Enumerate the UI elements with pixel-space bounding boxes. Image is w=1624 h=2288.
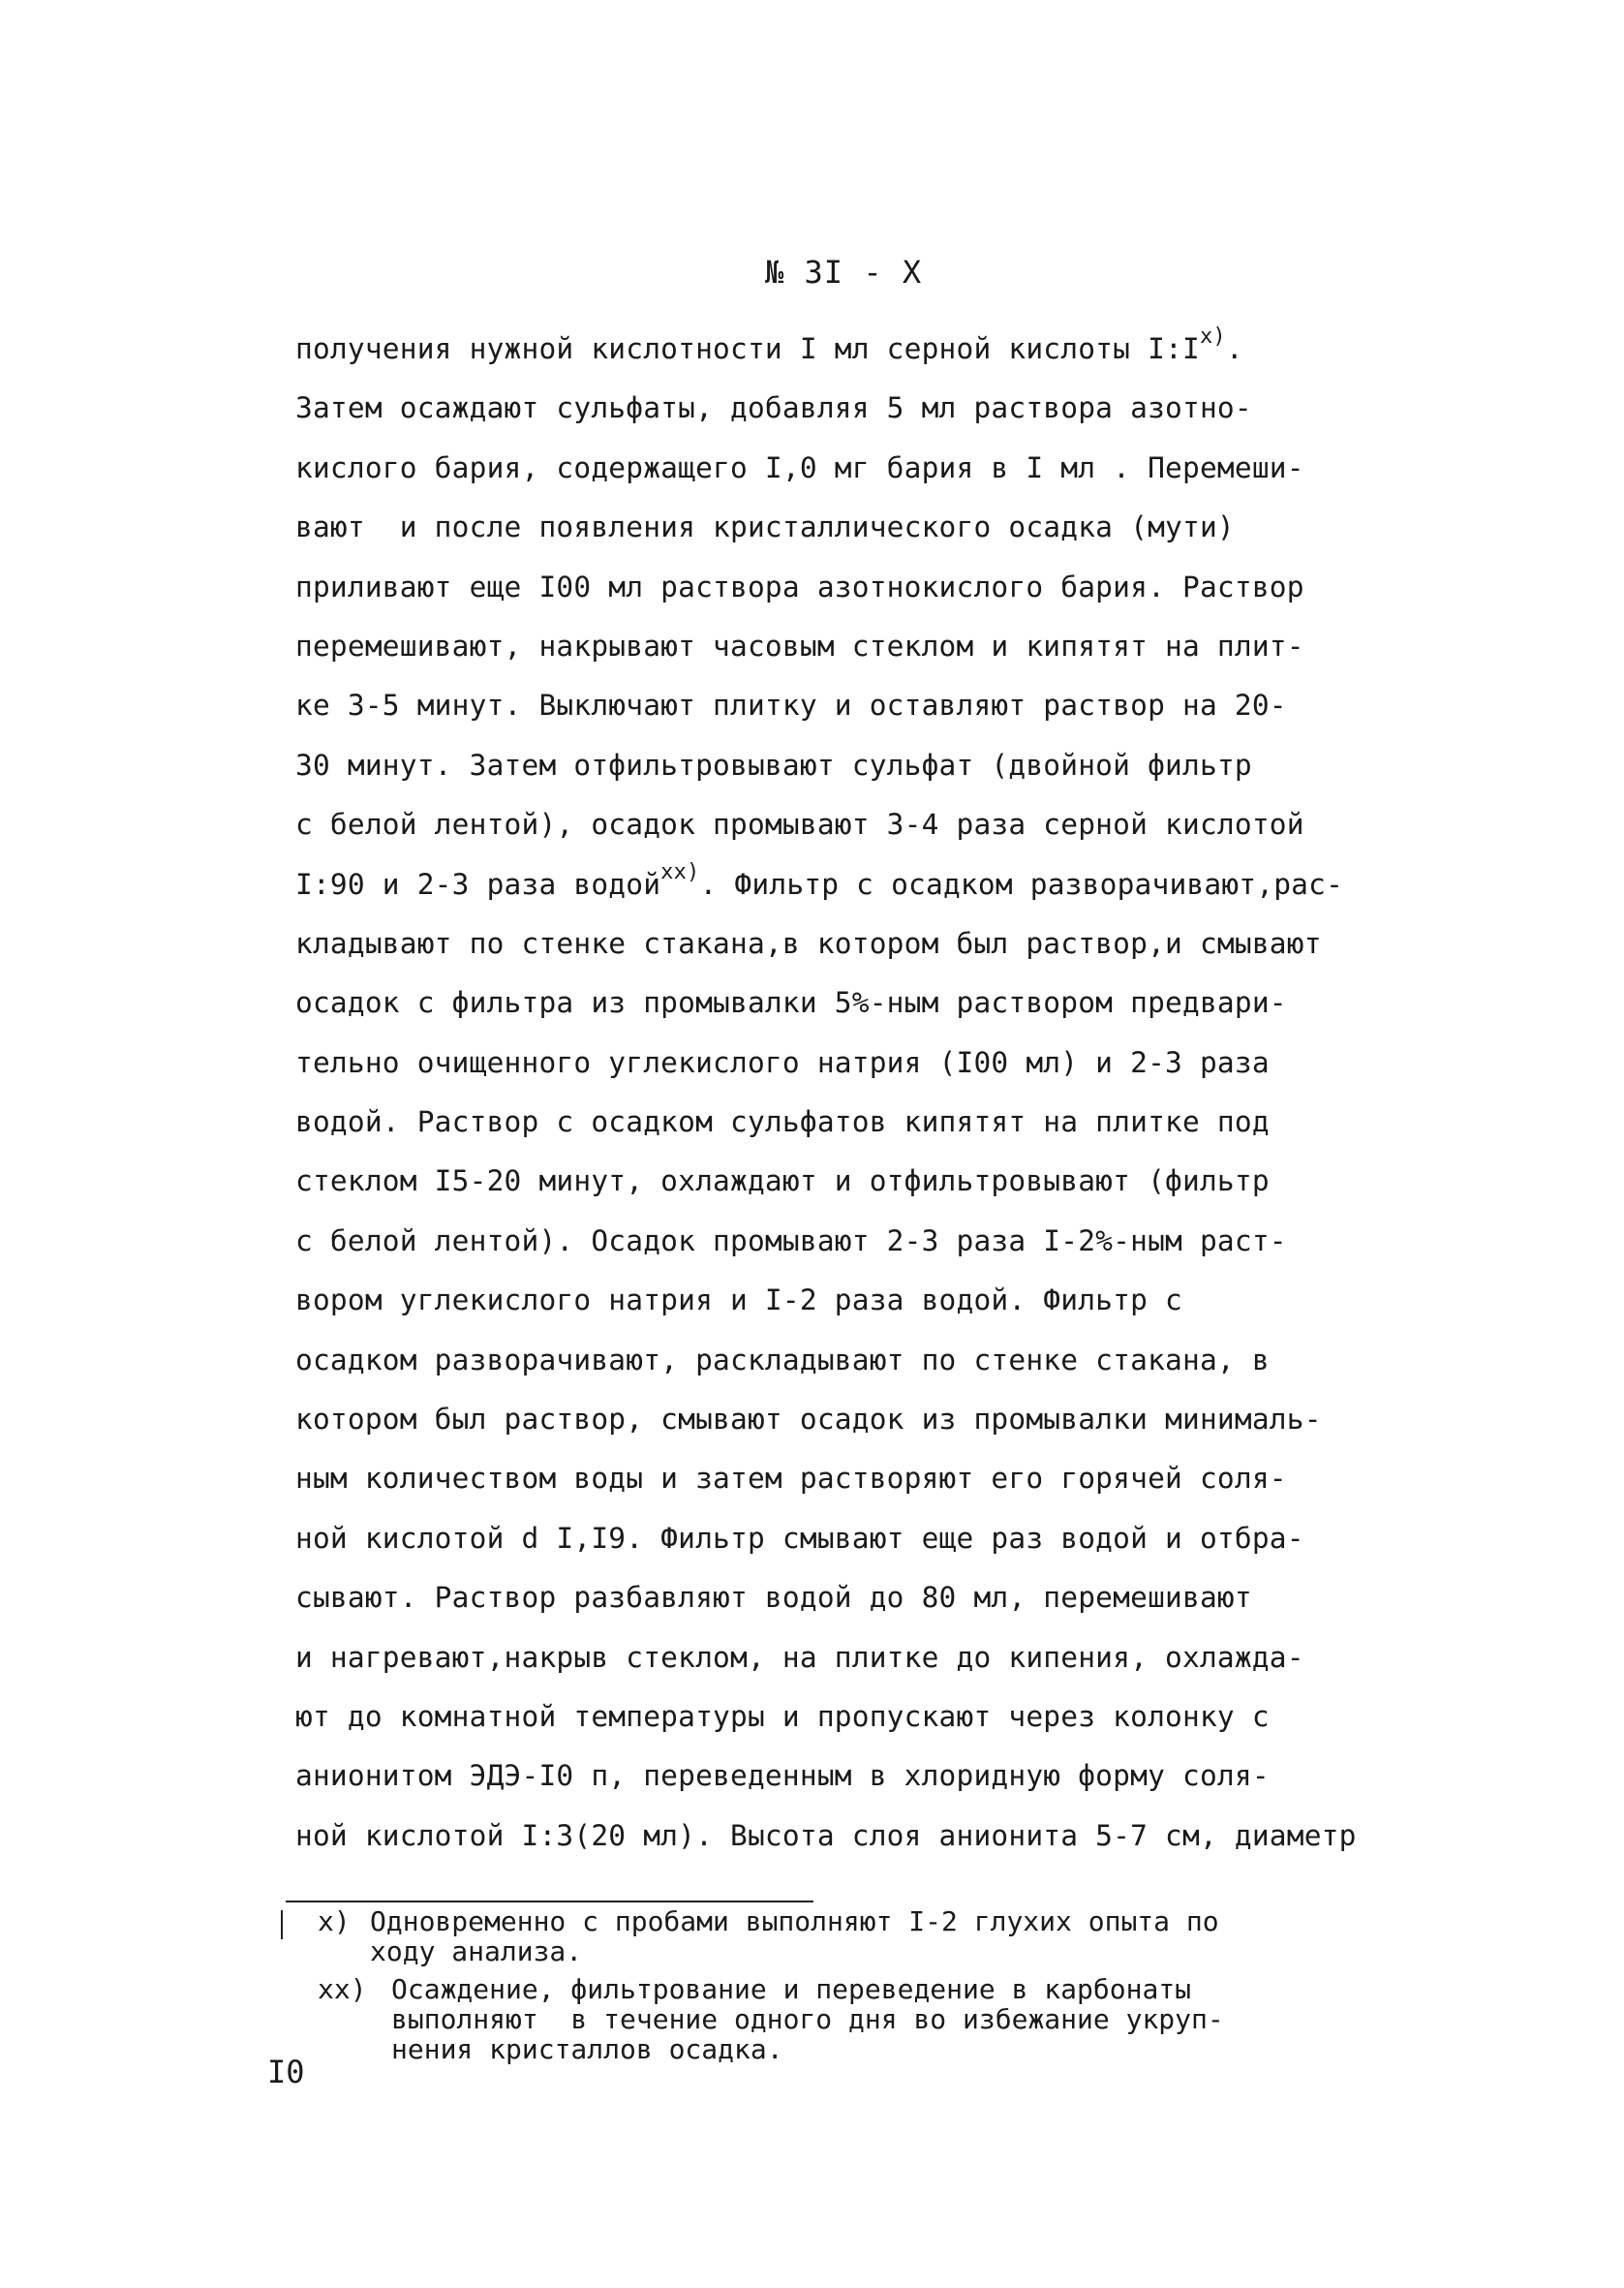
text-line bbox=[295, 1331, 1390, 1390]
text-line bbox=[295, 795, 1390, 854]
line-text: вают и после появления кристаллического осадка (мути) bbox=[295, 510, 1235, 544]
text-line bbox=[295, 1568, 1390, 1627]
text-line bbox=[295, 974, 1390, 1033]
line-text: кислого бария, содержащего I,0 мг бария в I мл . Перемеши- bbox=[295, 450, 1304, 484]
body-text bbox=[295, 320, 1390, 1866]
line-text: ным количеством воды и затем растворяют его горячей соля- bbox=[295, 1462, 1287, 1496]
line-text: ной кислотой I:3(20 мл). Высота слоя анионита 5-7 см, диаметр bbox=[295, 1818, 1357, 1852]
line-text: Затем осаждают сульфаты, добавляя 5 мл раствора азотно- bbox=[295, 391, 1252, 425]
line-text: водой. Раствор с осадком сульфатов кипятят на плитке под bbox=[295, 1105, 1270, 1139]
footnote bbox=[318, 1906, 1393, 1966]
line-text: осадок с фильтра из промывалки 5%-ным раствором предвари- bbox=[295, 986, 1287, 1020]
text-line bbox=[295, 498, 1390, 557]
text-line bbox=[295, 736, 1390, 795]
text-line bbox=[295, 1628, 1390, 1687]
line-text: стеклом I5-20 минут, охлаждают и отфильтровывают (фильтр bbox=[295, 1164, 1270, 1198]
margin-mark bbox=[281, 1910, 283, 1939]
line-text: с белой лентой). Осадок промывают 2-3 раза I-2%-ным раст- bbox=[295, 1223, 1287, 1257]
line-text: перемешивают, накрывают часовым стеклом и кипятят на плит- bbox=[295, 629, 1304, 663]
line-text-after: . bbox=[1225, 332, 1243, 365]
text-line bbox=[295, 1807, 1390, 1866]
document-header: № 3I - X bbox=[765, 254, 923, 291]
text-line bbox=[295, 855, 1390, 914]
line-text: 30 минут. Затем отфильтровывают сульфат (двойной фильтр bbox=[295, 748, 1252, 782]
line-text: I:90 и 2-3 раза водой bbox=[295, 867, 661, 901]
line-text: кладывают по стенке стакана,в котором был раствор,и смывают bbox=[295, 926, 1322, 960]
text-line bbox=[295, 1271, 1390, 1330]
line-text: ной кислотой d I,I9. Фильтр смывают еще раз водой и отбра- bbox=[295, 1521, 1304, 1555]
text-line bbox=[295, 1747, 1390, 1806]
text-line bbox=[295, 1093, 1390, 1152]
line-text: получения нужной кислотности I мл серной кислоты I:I bbox=[295, 332, 1200, 365]
page-number: I0 bbox=[267, 2054, 305, 2090]
text-line bbox=[295, 1687, 1390, 1747]
line-text: сывают. Раствор разбавляют водой до 80 мл, перемешивают bbox=[295, 1581, 1252, 1615]
text-line bbox=[295, 617, 1390, 676]
line-text: приливают еще I00 мл раствора азотнокислого бария. Раствор bbox=[295, 570, 1304, 603]
line-text: ке 3-5 минут. Выключают плитку и оставляют раствор на 20- bbox=[295, 689, 1287, 723]
footnotes bbox=[318, 1906, 1393, 2064]
footnote-text: Осаждение, фильтрование и переведение в карбонаты выполняют в течение одного дня во избежание укруп- нения кристаллов осадка. bbox=[391, 1973, 1224, 2065]
line-text: котором был раствор, смывают осадок из промывалки минималь- bbox=[295, 1403, 1322, 1437]
text-line bbox=[295, 1390, 1390, 1449]
line-text: анионитом ЭДЭ-I0 п, переведенным в хлоридную форму соля- bbox=[295, 1759, 1270, 1793]
line-text: тельно очищенного углекислого натрия (I00 мл) и 2-3 раза bbox=[295, 1045, 1270, 1079]
text-line bbox=[295, 439, 1390, 498]
text-line bbox=[295, 1212, 1390, 1271]
text-line bbox=[295, 320, 1390, 379]
footnote-text: Одновременно с пробами выполняют I-2 глухих опыта по ходу анализа. bbox=[370, 1905, 1219, 1967]
line-text: с белой лентой), осадок промывают 3-4 раза серной кислотой bbox=[295, 808, 1304, 842]
footnote-mark: xx) bbox=[318, 1973, 367, 2005]
footnote-separator bbox=[286, 1901, 813, 1902]
line-text: и нагревают,накрыв стеклом, на плитке до кипения, охлажда- bbox=[295, 1640, 1304, 1674]
text-line bbox=[295, 1152, 1390, 1211]
text-line bbox=[295, 1509, 1390, 1568]
line-text-after: . Фильтр с осадком разворачивают,рас- bbox=[699, 867, 1344, 901]
text-line bbox=[295, 676, 1390, 735]
footnote-mark: x) bbox=[318, 1905, 351, 1937]
text-line bbox=[295, 558, 1390, 617]
line-text: ют до комнатной температуры и пропускают через колонку с bbox=[295, 1699, 1270, 1733]
line-text: осадком разворачивают, раскладывают по стенке стакана, в bbox=[295, 1343, 1270, 1376]
text-line bbox=[295, 914, 1390, 974]
text-line bbox=[295, 1034, 1390, 1093]
footnote-ref: xx) bbox=[660, 859, 700, 884]
line-text: вором углекислого натрия и I-2 раза водой. Фильтр с bbox=[295, 1283, 1182, 1317]
text-line bbox=[295, 379, 1390, 438]
footnote-ref: x) bbox=[1199, 325, 1226, 349]
text-line bbox=[295, 1449, 1390, 1508]
footnote bbox=[318, 1974, 1393, 2064]
